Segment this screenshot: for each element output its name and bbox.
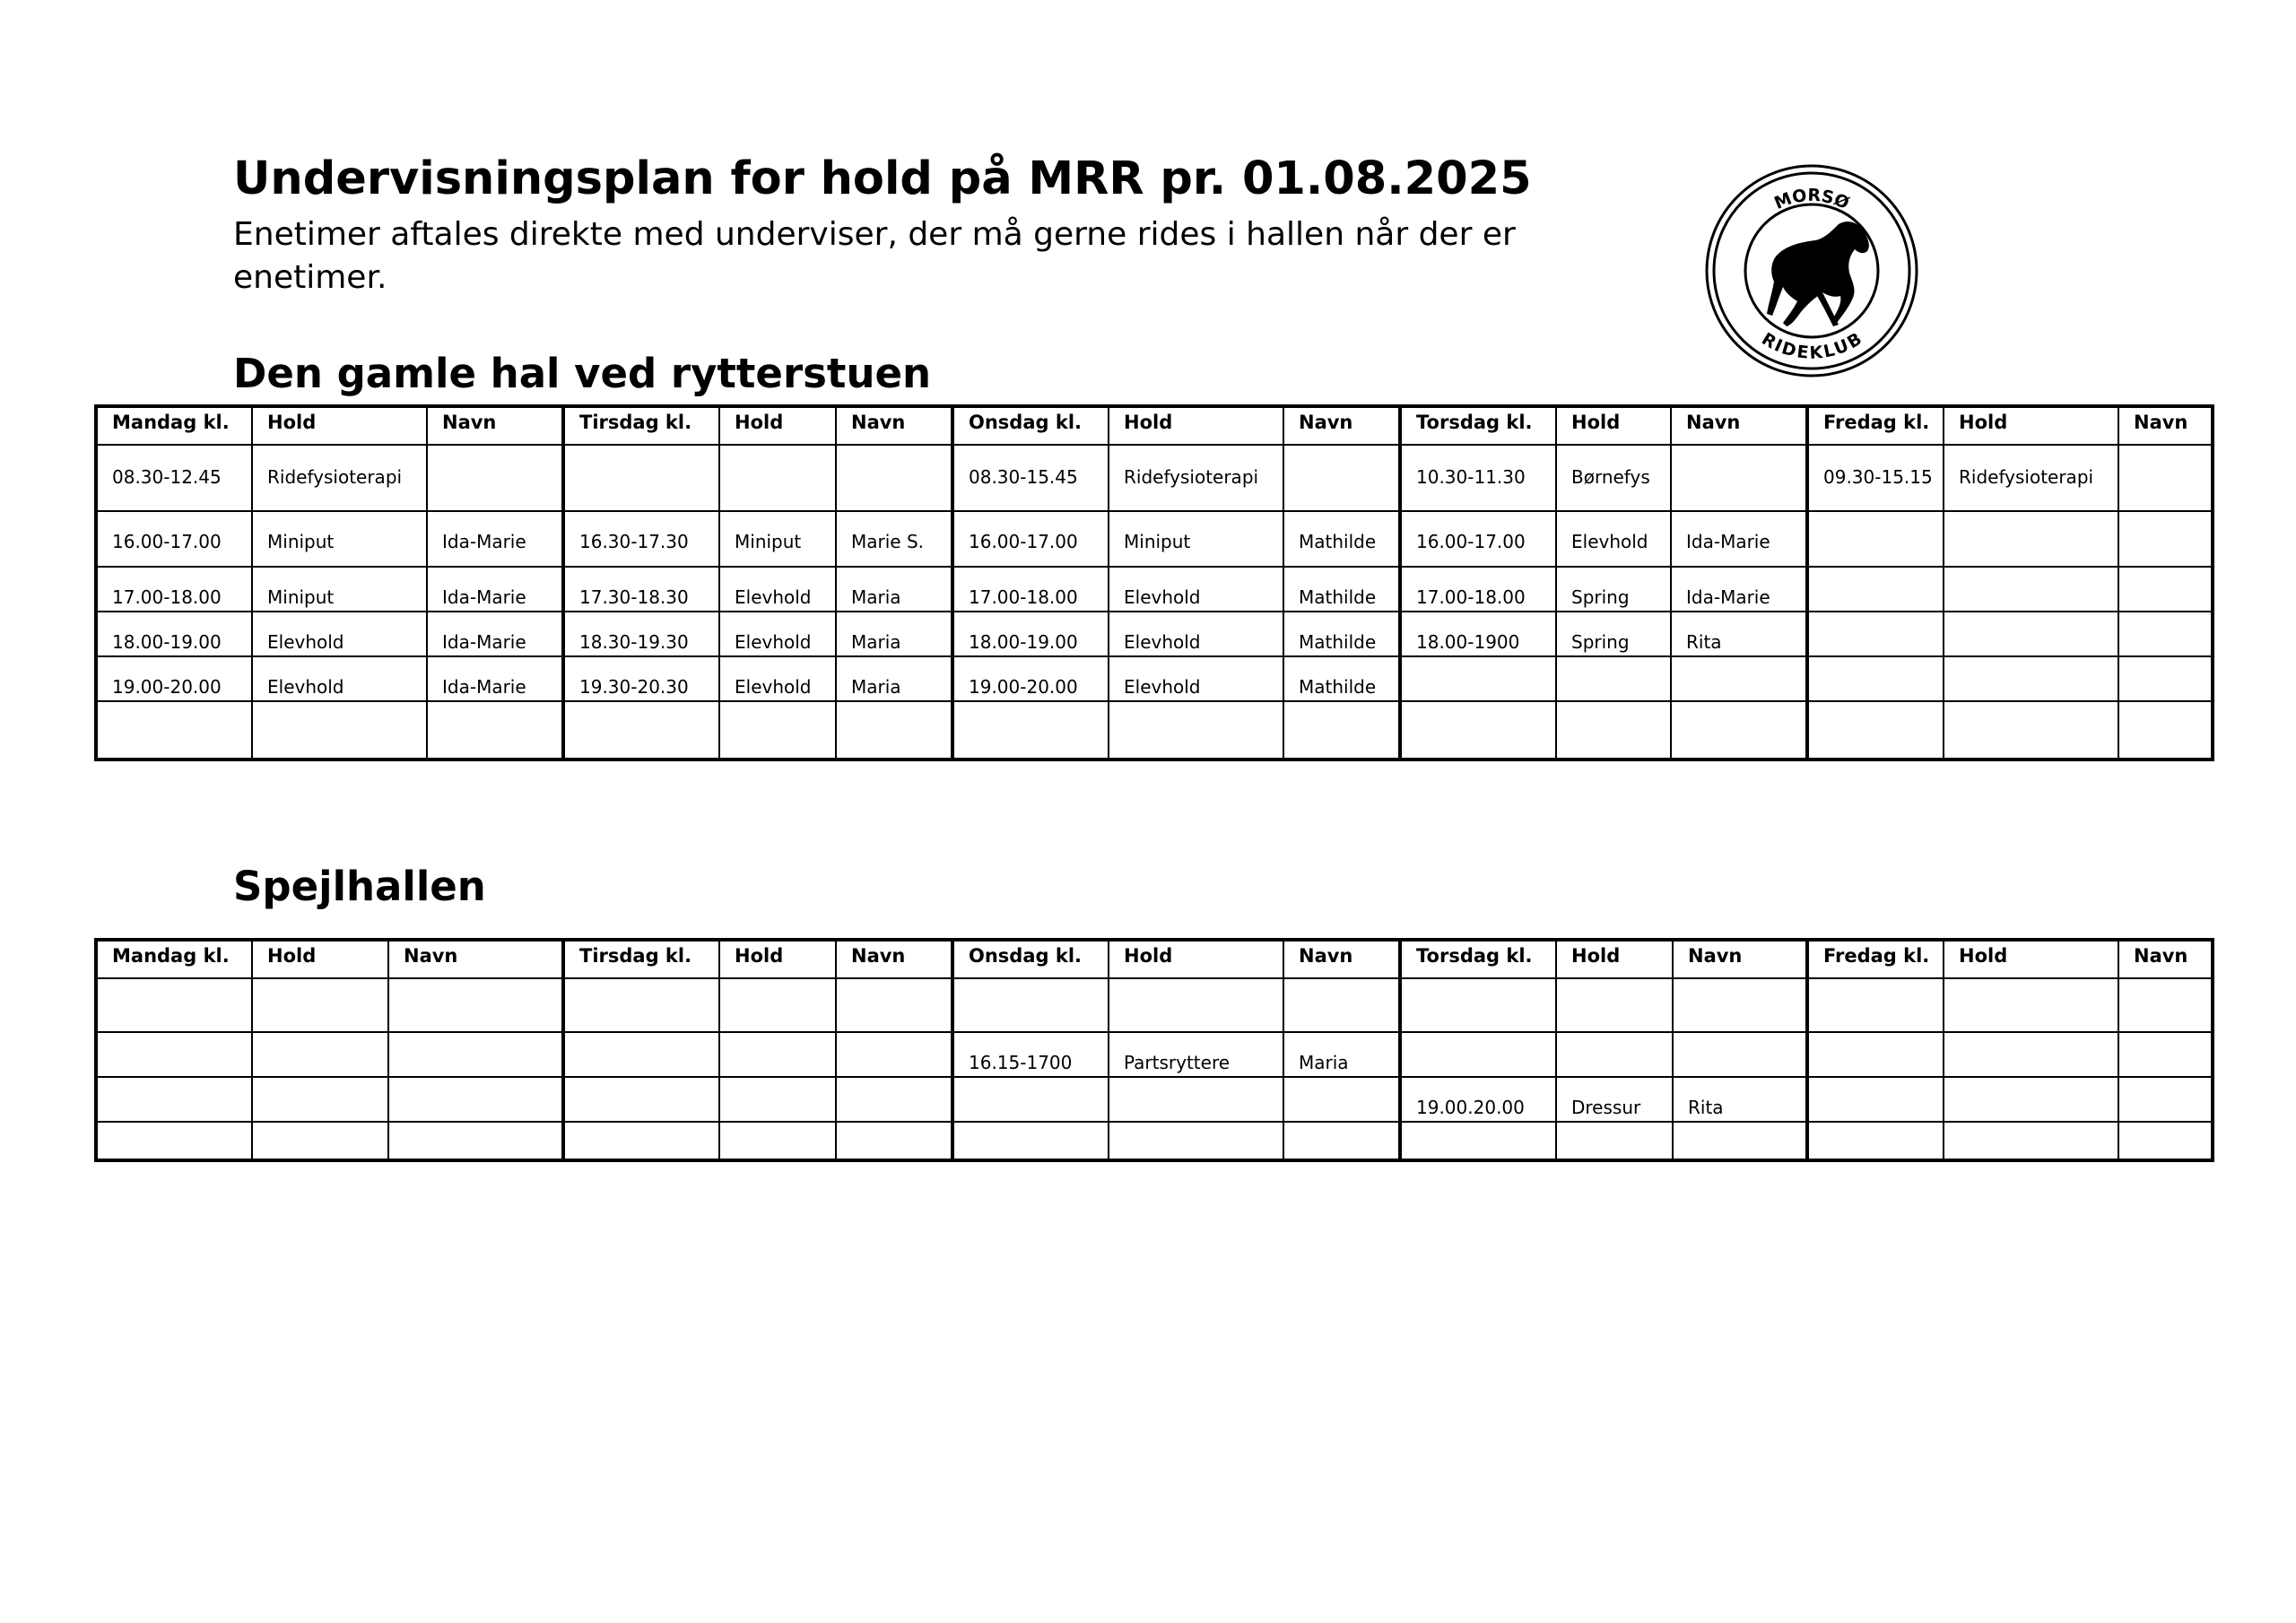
cell-friday-navn — [2118, 1122, 2213, 1160]
cell-thursday-navn: Ida-Marie — [1671, 567, 1807, 612]
col-header-thursday-time: Torsdag kl. — [1400, 406, 1556, 445]
cell-friday-navn — [2118, 701, 2213, 759]
col-header-tuesday-time: Tirsdag kl. — [563, 940, 719, 978]
schedule-table-old-hall — [94, 404, 2214, 761]
col-header-navn: Navn — [836, 940, 952, 978]
cell-friday-time — [1807, 701, 1944, 759]
table-header-row — [96, 406, 2213, 445]
cell-thursday-hold: Dressur — [1556, 1077, 1673, 1122]
cell-friday-navn — [2118, 511, 2213, 567]
cell-thursday-hold: Spring — [1556, 612, 1671, 656]
cell-friday-hold — [1944, 1077, 2118, 1122]
cell-monday-time: 19.00-20.00 — [96, 656, 252, 701]
cell-monday-hold: Elevhold — [252, 612, 427, 656]
cell-friday-navn — [2118, 445, 2213, 511]
cell-friday-time — [1807, 1077, 1944, 1122]
col-header-navn: Navn — [1283, 940, 1400, 978]
cell-tuesday-hold — [719, 978, 836, 1032]
cell-tuesday-time: 18.30-19.30 — [563, 612, 719, 656]
cell-monday-hold: Elevhold — [252, 656, 427, 701]
col-header-monday-time: Mandag kl. — [96, 940, 252, 978]
col-header-hold: Hold — [1109, 940, 1283, 978]
cell-wednesday-navn — [1283, 1122, 1400, 1160]
section-heading-old-hall: Den gamle hal ved rytterstuen — [233, 350, 932, 397]
page-title: Undervisningsplan for hold på MRR pr. 01.08.2025 — [233, 152, 1532, 205]
col-header-thursday-time: Torsdag kl. — [1400, 940, 1556, 978]
cell-thursday-navn: Rita — [1673, 1077, 1807, 1122]
cell-wednesday-navn — [1283, 701, 1400, 759]
cell-thursday-time — [1400, 1032, 1556, 1077]
cell-friday-time — [1807, 1032, 1944, 1077]
cell-wednesday-navn — [1283, 978, 1400, 1032]
cell-thursday-time: 18.00-1900 — [1400, 612, 1556, 656]
cell-monday-time — [96, 1077, 252, 1122]
cell-tuesday-time — [563, 1077, 719, 1122]
cell-monday-time: 18.00-19.00 — [96, 612, 252, 656]
schedule-body-old-hall — [96, 445, 2213, 759]
cell-friday-time — [1807, 511, 1944, 567]
cell-monday-time: 17.00-18.00 — [96, 567, 252, 612]
cell-wednesday-hold: Miniput — [1109, 511, 1283, 567]
cell-friday-time — [1807, 567, 1944, 612]
cell-thursday-time: 19.00.20.00 — [1400, 1077, 1556, 1122]
col-header-navn: Navn — [1671, 406, 1807, 445]
cell-monday-time — [96, 978, 252, 1032]
table-row — [96, 445, 2213, 511]
table-row — [96, 1077, 2213, 1122]
cell-monday-navn — [388, 1122, 563, 1160]
table-row — [96, 656, 2213, 701]
cell-wednesday-time: 08.30-15.45 — [952, 445, 1109, 511]
table-row — [96, 701, 2213, 759]
col-header-navn: Navn — [2118, 406, 2213, 445]
cell-thursday-hold: Spring — [1556, 567, 1671, 612]
page-subtitle: Enetimer aftales direkte med underviser, der må gerne rides i hallen når der er enetimer. — [233, 216, 1516, 296]
table-row — [96, 1122, 2213, 1160]
cell-wednesday-time: 17.00-18.00 — [952, 567, 1109, 612]
cell-monday-time: 08.30-12.45 — [96, 445, 252, 511]
table-row — [96, 978, 2213, 1032]
col-header-navn: Navn — [1673, 940, 1807, 978]
col-header-navn: Navn — [427, 406, 563, 445]
cell-friday-hold: Ridefysioterapi — [1944, 445, 2118, 511]
cell-thursday-hold — [1556, 656, 1671, 701]
cell-tuesday-hold: Miniput — [719, 511, 836, 567]
col-header-hold: Hold — [252, 940, 388, 978]
cell-monday-time — [96, 1122, 252, 1160]
cell-wednesday-time: 19.00-20.00 — [952, 656, 1109, 701]
cell-friday-hold — [1944, 1122, 2118, 1160]
cell-thursday-navn: Rita — [1671, 612, 1807, 656]
cell-tuesday-hold — [719, 701, 836, 759]
cell-tuesday-time: 17.30-18.30 — [563, 567, 719, 612]
col-header-hold: Hold — [1944, 940, 2118, 978]
cell-wednesday-time: 18.00-19.00 — [952, 612, 1109, 656]
cell-wednesday-time — [952, 1077, 1109, 1122]
cell-wednesday-hold — [1109, 978, 1283, 1032]
cell-friday-hold — [1944, 1032, 2118, 1077]
cell-monday-navn — [388, 978, 563, 1032]
col-header-wednesday-time: Onsdag kl. — [952, 940, 1109, 978]
cell-tuesday-navn — [836, 1032, 952, 1077]
cell-thursday-hold: Børnefys — [1556, 445, 1671, 511]
cell-thursday-navn — [1673, 1122, 1807, 1160]
col-header-friday-time: Fredag kl. — [1807, 940, 1944, 978]
cell-thursday-navn — [1673, 978, 1807, 1032]
table-row — [96, 567, 2213, 612]
cell-thursday-hold: Elevhold — [1556, 511, 1671, 567]
cell-monday-time — [96, 701, 252, 759]
cell-friday-time — [1807, 1122, 1944, 1160]
col-header-navn: Navn — [2118, 940, 2213, 978]
cell-wednesday-hold — [1109, 701, 1283, 759]
cell-monday-hold: Miniput — [252, 567, 427, 612]
schedule-table-mirror-hall — [94, 938, 2214, 1162]
cell-tuesday-navn: Maria — [836, 612, 952, 656]
cell-thursday-time: 10.30-11.30 — [1400, 445, 1556, 511]
cell-thursday-time — [1400, 978, 1556, 1032]
cell-thursday-navn: Ida-Marie — [1671, 511, 1807, 567]
cell-monday-navn: Ida-Marie — [427, 511, 563, 567]
col-header-navn: Navn — [388, 940, 563, 978]
cell-thursday-time — [1400, 1122, 1556, 1160]
cell-wednesday-navn: Mathilde — [1283, 612, 1400, 656]
cell-monday-navn: Ida-Marie — [427, 567, 563, 612]
cell-thursday-hold — [1556, 1122, 1673, 1160]
cell-friday-navn — [2118, 1077, 2213, 1122]
cell-friday-hold — [1944, 612, 2118, 656]
cell-wednesday-navn: Mathilde — [1283, 511, 1400, 567]
cell-tuesday-time — [563, 1122, 719, 1160]
col-header-wednesday-time: Onsdag kl. — [952, 406, 1109, 445]
col-header-tuesday-time: Tirsdag kl. — [563, 406, 719, 445]
cell-monday-navn — [388, 1032, 563, 1077]
svg-text:RIDEKLUB — [1758, 329, 1865, 363]
cell-wednesday-hold: Elevhold — [1109, 612, 1283, 656]
cell-thursday-time — [1400, 701, 1556, 759]
cell-tuesday-hold: Elevhold — [719, 612, 836, 656]
col-header-hold: Hold — [1556, 406, 1671, 445]
col-header-hold: Hold — [719, 406, 836, 445]
cell-monday-time: 16.00-17.00 — [96, 511, 252, 567]
cell-tuesday-navn — [836, 1122, 952, 1160]
table-row — [96, 612, 2213, 656]
logo-bottom-text: RIDEKLUB — [1758, 328, 1866, 363]
schedule-body-mirror-hall — [96, 978, 2213, 1160]
cell-tuesday-navn: Maria — [836, 567, 952, 612]
cell-friday-time — [1807, 612, 1944, 656]
cell-thursday-navn — [1671, 701, 1807, 759]
cell-tuesday-time: 16.30-17.30 — [563, 511, 719, 567]
cell-thursday-hold — [1556, 978, 1673, 1032]
cell-wednesday-hold: Elevhold — [1109, 656, 1283, 701]
cell-friday-navn — [2118, 567, 2213, 612]
cell-tuesday-navn: Marie S. — [836, 511, 952, 567]
cell-tuesday-navn — [836, 701, 952, 759]
morso-rideklub-logo — [1704, 163, 1919, 378]
col-header-friday-time: Fredag kl. — [1807, 406, 1944, 445]
table-row — [96, 511, 2213, 567]
col-header-hold: Hold — [719, 940, 836, 978]
col-header-monday-time: Mandag kl. — [96, 406, 252, 445]
cell-wednesday-navn: Maria — [1283, 1032, 1400, 1077]
cell-friday-hold — [1944, 567, 2118, 612]
cell-tuesday-time — [563, 978, 719, 1032]
cell-friday-navn — [2118, 612, 2213, 656]
col-header-hold: Hold — [1944, 406, 2118, 445]
cell-thursday-time — [1400, 656, 1556, 701]
cell-tuesday-hold — [719, 1122, 836, 1160]
cell-tuesday-hold — [719, 445, 836, 511]
cell-friday-hold — [1944, 656, 2118, 701]
cell-friday-hold — [1944, 511, 2118, 567]
cell-friday-time: 09.30-15.15 — [1807, 445, 1944, 511]
cell-wednesday-time — [952, 978, 1109, 1032]
cell-friday-hold — [1944, 978, 2118, 1032]
cell-monday-hold — [252, 1122, 388, 1160]
cell-monday-hold: Ridefysioterapi — [252, 445, 427, 511]
cell-tuesday-hold — [719, 1077, 836, 1122]
cell-thursday-navn — [1671, 445, 1807, 511]
cell-wednesday-time — [952, 701, 1109, 759]
cell-friday-navn — [2118, 1032, 2213, 1077]
cell-friday-time — [1807, 978, 1944, 1032]
cell-wednesday-hold: Elevhold — [1109, 567, 1283, 612]
col-header-hold: Hold — [1556, 940, 1673, 978]
cell-monday-hold: Miniput — [252, 511, 427, 567]
table-header-row — [96, 940, 2213, 978]
cell-tuesday-navn: Maria — [836, 656, 952, 701]
cell-tuesday-navn — [836, 978, 952, 1032]
cell-monday-hold — [252, 701, 427, 759]
cell-wednesday-navn — [1283, 445, 1400, 511]
cell-wednesday-hold: Partsryttere — [1109, 1032, 1283, 1077]
cell-friday-navn — [2118, 978, 2213, 1032]
cell-thursday-navn — [1673, 1032, 1807, 1077]
svg-text:MORSØ — [1771, 186, 1852, 213]
cell-wednesday-navn: Mathilde — [1283, 567, 1400, 612]
cell-tuesday-hold: Elevhold — [719, 567, 836, 612]
cell-wednesday-time: 16.00-17.00 — [952, 511, 1109, 567]
col-header-navn: Navn — [1283, 406, 1400, 445]
cell-tuesday-time — [563, 701, 719, 759]
cell-thursday-navn — [1671, 656, 1807, 701]
cell-monday-hold — [252, 978, 388, 1032]
cell-tuesday-navn — [836, 445, 952, 511]
cell-tuesday-hold — [719, 1032, 836, 1077]
cell-tuesday-hold: Elevhold — [719, 656, 836, 701]
cell-monday-navn: Ida-Marie — [427, 656, 563, 701]
cell-monday-hold — [252, 1077, 388, 1122]
cell-friday-navn — [2118, 656, 2213, 701]
cell-monday-time — [96, 1032, 252, 1077]
section-heading-mirror-hall: Spejlhallen — [233, 863, 486, 910]
logo-top-text: MORSØ — [1771, 185, 1852, 214]
cell-tuesday-time: 19.30-20.30 — [563, 656, 719, 701]
cell-wednesday-hold — [1109, 1122, 1283, 1160]
cell-monday-hold — [252, 1032, 388, 1077]
cell-wednesday-hold — [1109, 1077, 1283, 1122]
cell-monday-navn: Ida-Marie — [427, 612, 563, 656]
cell-tuesday-time — [563, 1032, 719, 1077]
cell-monday-navn — [427, 445, 563, 511]
col-header-hold: Hold — [1109, 406, 1283, 445]
cell-friday-hold — [1944, 701, 2118, 759]
cell-thursday-time: 16.00-17.00 — [1400, 511, 1556, 567]
col-header-navn: Navn — [836, 406, 952, 445]
cell-monday-navn — [388, 1077, 563, 1122]
cell-wednesday-navn: Mathilde — [1283, 656, 1400, 701]
cell-monday-navn — [427, 701, 563, 759]
cell-thursday-hold — [1556, 1032, 1673, 1077]
cell-tuesday-navn — [836, 1077, 952, 1122]
cell-wednesday-navn — [1283, 1077, 1400, 1122]
cell-wednesday-time: 16.15-1700 — [952, 1032, 1109, 1077]
cell-wednesday-time — [952, 1122, 1109, 1160]
horse-icon — [1767, 221, 1869, 326]
cell-thursday-hold — [1556, 701, 1671, 759]
col-header-hold: Hold — [252, 406, 427, 445]
cell-tuesday-time — [563, 445, 719, 511]
table-row — [96, 1032, 2213, 1077]
cell-wednesday-hold: Ridefysioterapi — [1109, 445, 1283, 511]
cell-friday-time — [1807, 656, 1944, 701]
cell-thursday-time: 17.00-18.00 — [1400, 567, 1556, 612]
